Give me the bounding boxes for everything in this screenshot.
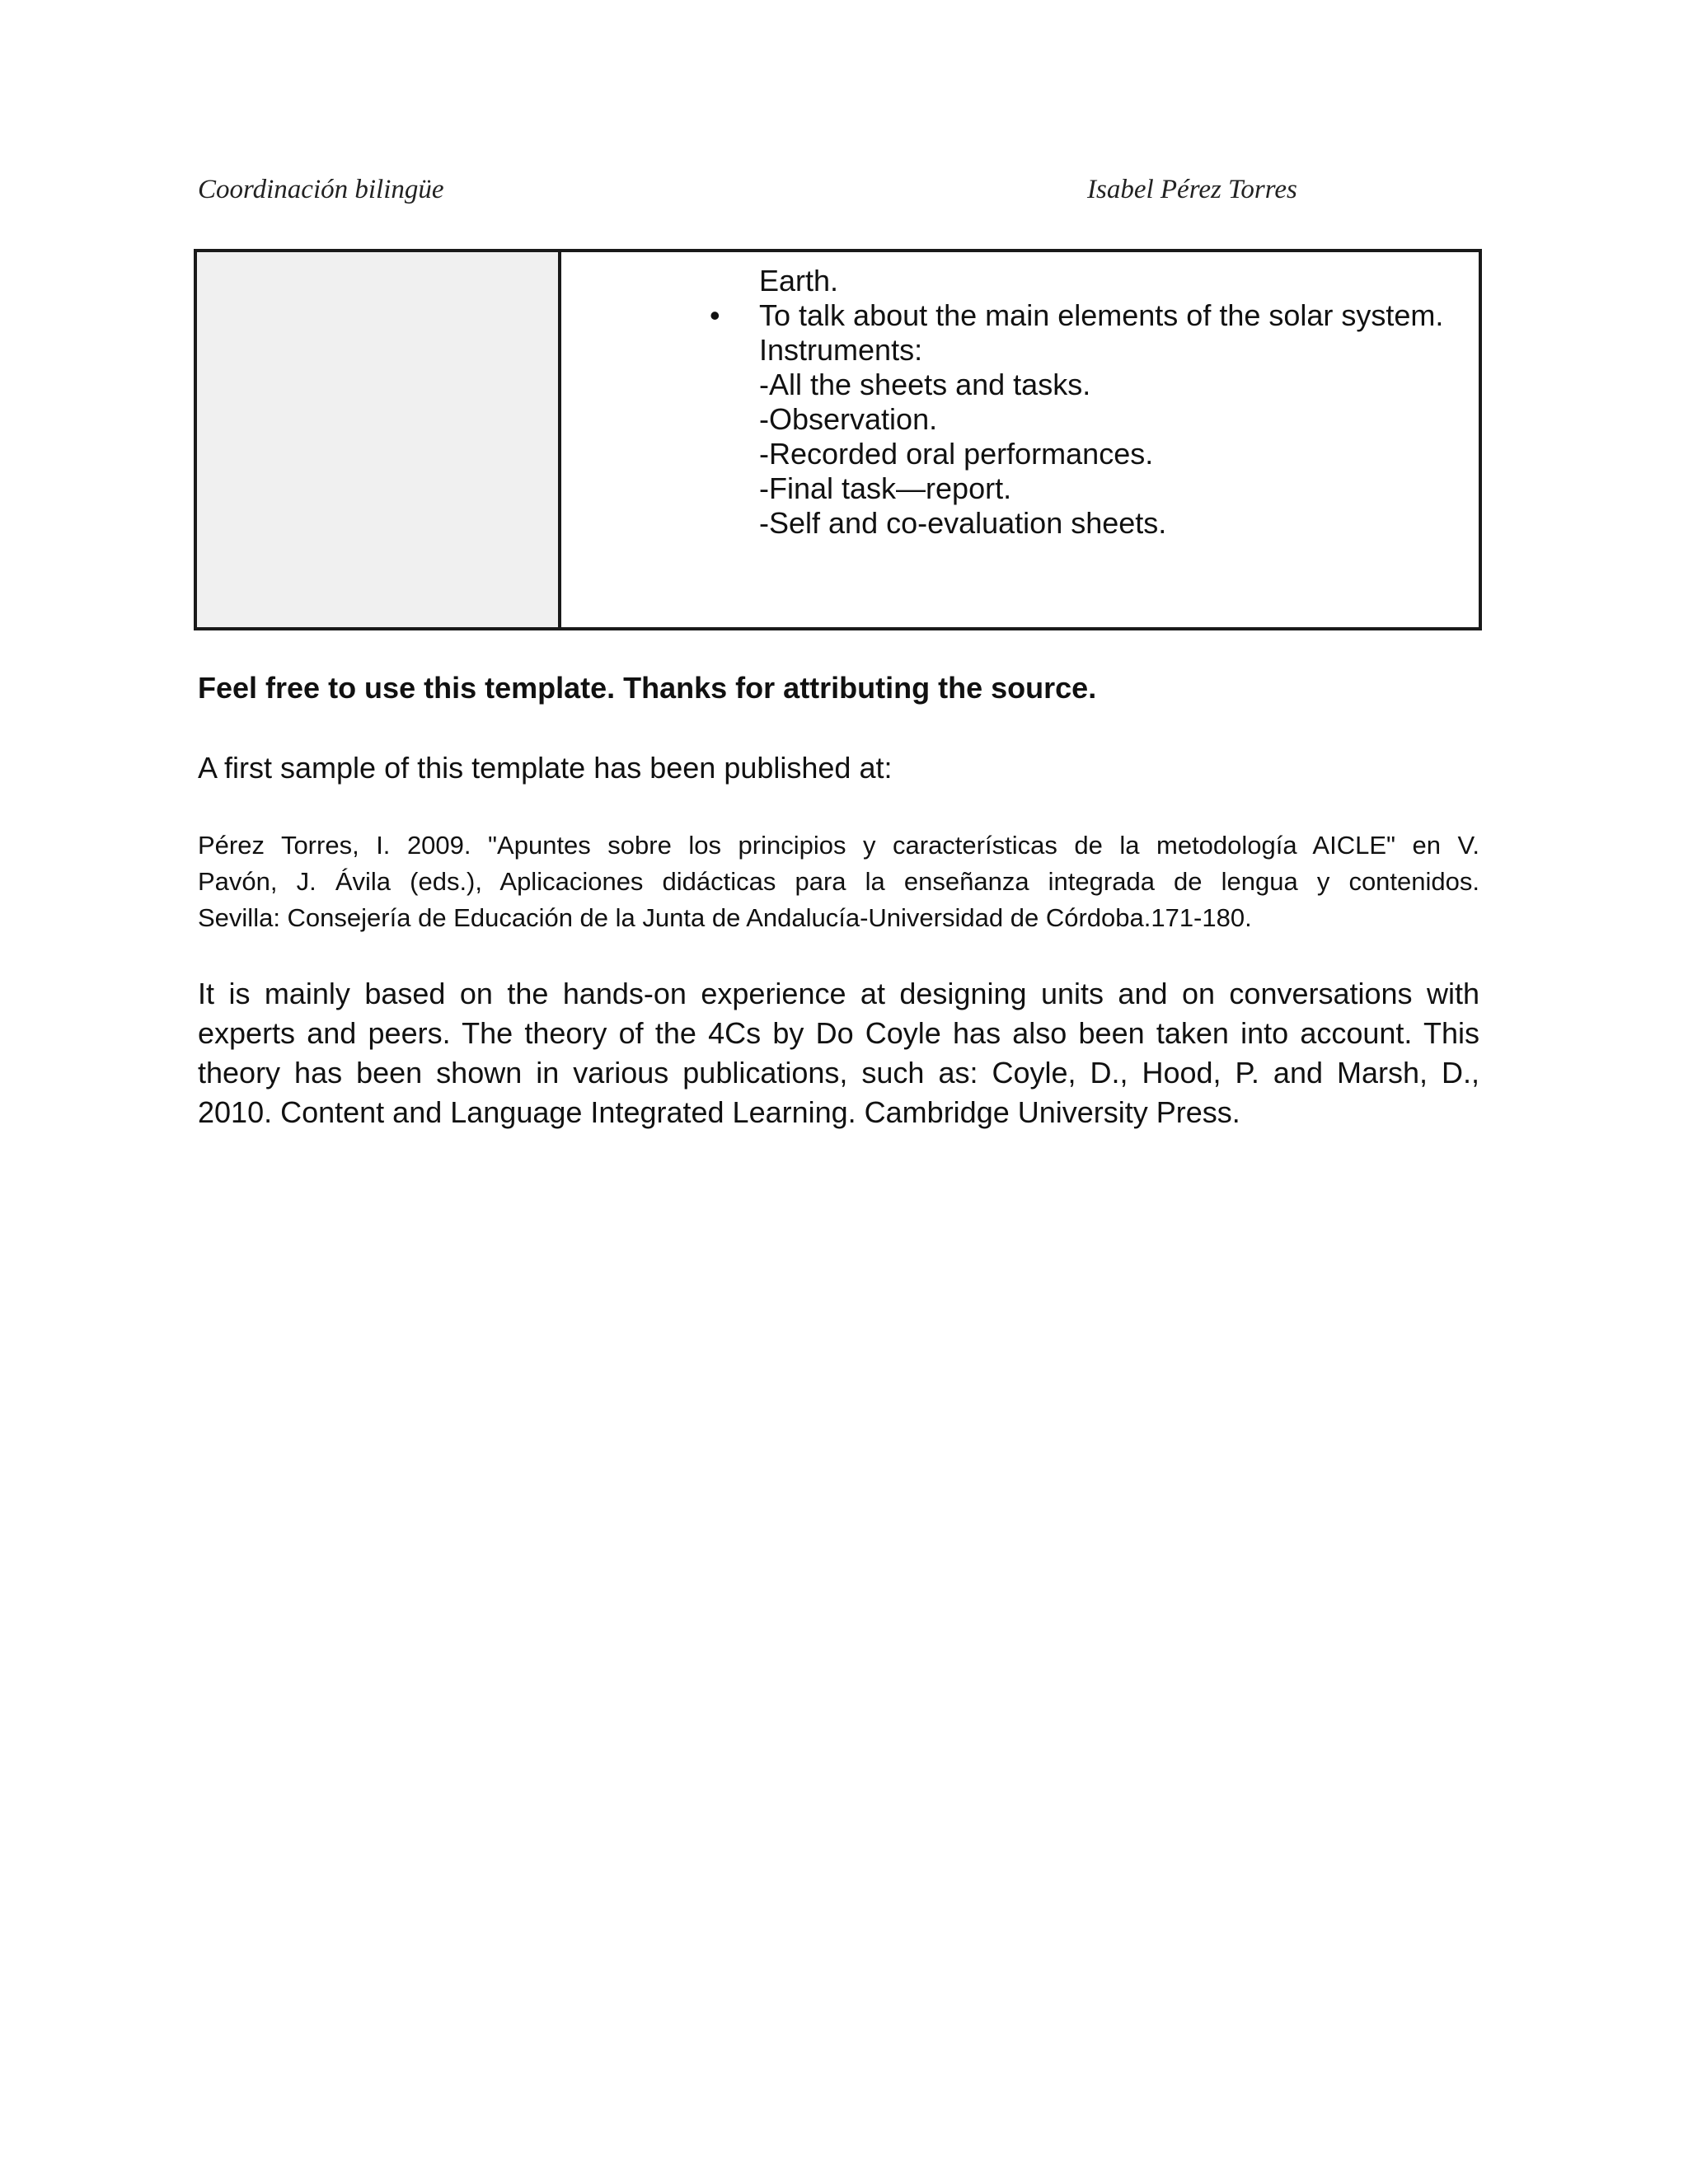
published-intro: A first sample of this template has been published at:: [198, 751, 893, 785]
table-left-cell: [197, 252, 561, 627]
cell-text-line: [759, 333, 1443, 368]
attribution-notice: Feel free to use this template. Thanks for attributing the source.: [198, 671, 1097, 705]
text-line: theory has been shown in various publications, such as: Coyle, D., Hood, P. and Marsh, D.,: [198, 1056, 1479, 1090]
cell-text-line: [759, 437, 1443, 471]
text-line: Pavón, J. Ávila (eds.), Aplicaciones didácticas para la enseñanza integrada de lengua y contenidos.: [198, 867, 1479, 896]
cell-text-line: [759, 471, 1443, 506]
table-right-cell: [561, 252, 1479, 627]
cell-line-text: -Self and co-evaluation sheets.: [759, 506, 1167, 540]
cell-line-text: -All the sheets and tasks.: [759, 368, 1091, 401]
body-paragraph: [198, 974, 1479, 1132]
assessment-table: [194, 249, 1482, 630]
cell-line-text: -Final task—report.: [759, 471, 1012, 505]
page-header: [198, 175, 1352, 216]
cell-text-line: [759, 506, 1443, 541]
cell-text-line: [759, 264, 1443, 298]
text-line: 2010. Content and Language Integrated Learning. Cambridge University Press.: [198, 1095, 1240, 1129]
cell-line-text: To talk about the main elements of the solar system.: [759, 298, 1444, 332]
cell-text-line: [759, 402, 1443, 437]
text-line: experts and peers. The theory of the 4Cs by Do Coyle has also been taken into account. This: [198, 1016, 1479, 1050]
table-cell-lines: [710, 264, 1444, 541]
reference-citation: [198, 827, 1479, 936]
bullet-icon: •: [710, 298, 720, 332]
header-right-text: Isabel Pérez Torres: [1087, 175, 1297, 204]
cell-line-text: Instruments:: [759, 333, 923, 367]
bullet-item: [710, 298, 1444, 333]
text-line: Pérez Torres, I. 2009. "Apuntes sobre los principios y características de la metodología AICLE" en V.: [198, 831, 1479, 860]
cell-line-text: -Recorded oral performances.: [759, 437, 1154, 471]
text-line: Sevilla: Consejería de Educación de la Junta de Andalucía-Universidad de Córdoba.171-180.: [198, 903, 1252, 932]
cell-line-text: -Observation.: [759, 402, 938, 436]
header-left-text: Coordinación bilingüe: [198, 175, 444, 204]
cell-text-line: [759, 368, 1443, 402]
text-line: It is mainly based on the hands-on experience at designing units and on conversations with: [198, 977, 1479, 1010]
cell-line-text: Earth.: [759, 264, 839, 298]
